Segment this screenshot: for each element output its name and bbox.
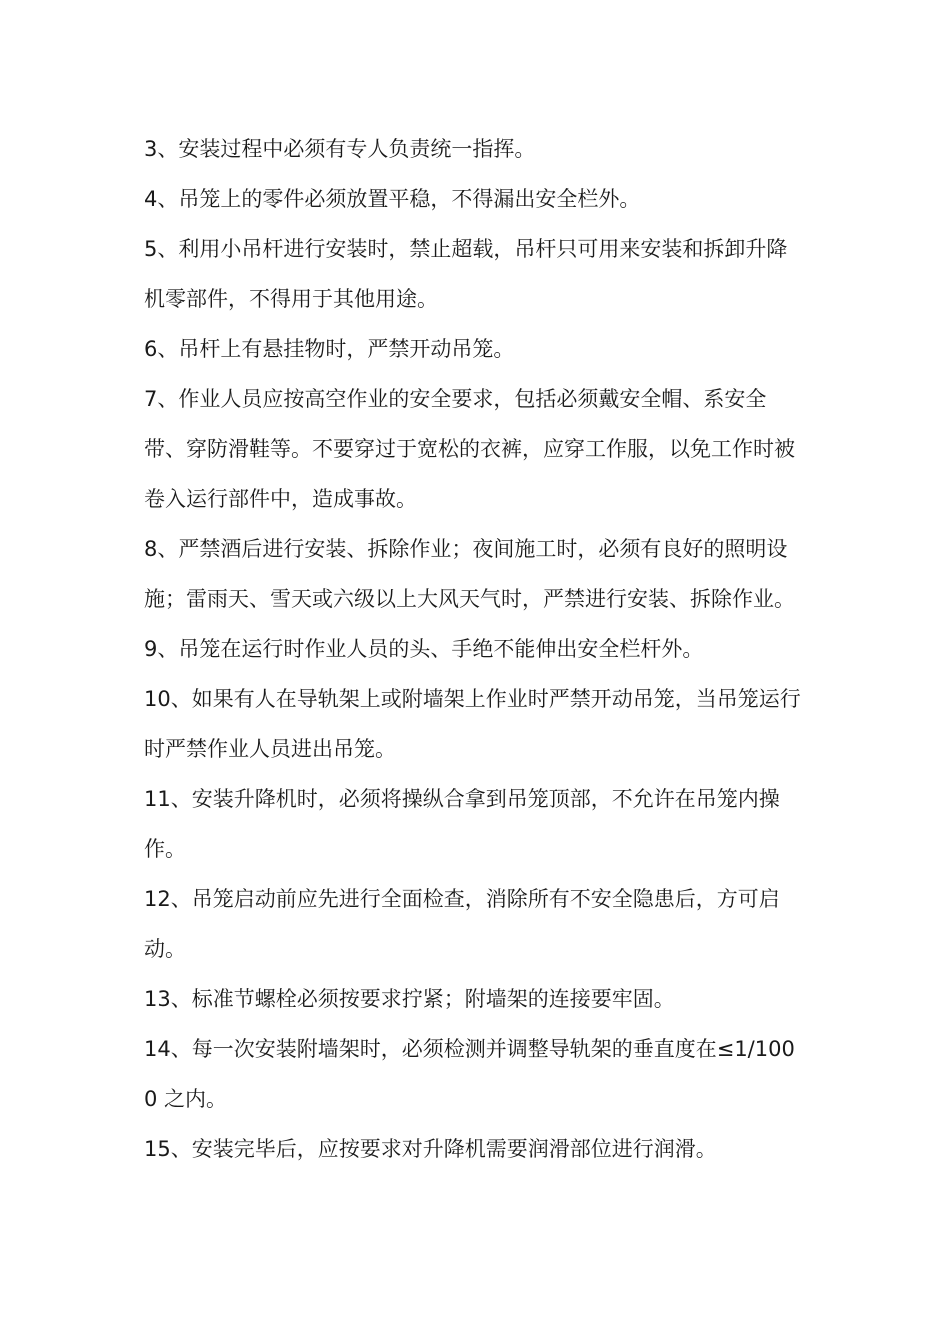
document-body: [144, 124, 808, 1174]
paragraph-item-10: 10、如果有人在导轨架上或附墙架上作业时严禁开动吊笼，当吊笼运行时严禁作业人员进出吊笼。: [144, 687, 801, 761]
paragraph-item-7: 7、作业人员应按高空作业的安全要求，包括必须戴安全帽、系安全带、穿防滑鞋等。不要穿过于宽松的衣裤，应穿工作服，以免工作时被卷入运行部件中，造成事故。: [144, 387, 795, 511]
paragraph-item-15: 15、安装完毕后，应按要求对升降机需要润滑部位进行润滑。: [144, 1137, 717, 1161]
paragraph-item-13: 13、标准节螺栓必须按要求拧紧；附墙架的连接要牢固。: [144, 987, 675, 1011]
paragraph-item-6: 6、吊杆上有悬挂物时，严禁开动吊笼。: [144, 337, 515, 361]
paragraph-item-3: 3、安装过程中必须有专人负责统一指挥。: [144, 137, 536, 161]
paragraph-item-4: 4、吊笼上的零件必须放置平稳，不得漏出安全栏外。: [144, 187, 641, 211]
paragraph-item-5: 5、利用小吊杆进行安装时，禁止超载，吊杆只可用来安装和拆卸升降机零部件，不得用于其他用途。: [144, 237, 788, 311]
paragraph-item-8: 8、严禁酒后进行安装、拆除作业；夜间施工时，必须有良好的照明设施；雷雨天、雪天或六级以上大风天气时，严禁进行安装、拆除作业。: [144, 537, 795, 611]
paragraph-item-11: 11、安装升降机时，必须将操纵合拿到吊笼顶部，不允许在吊笼内操作。: [144, 787, 780, 861]
paragraph-item-14: 14、每一次安装附墙架时，必须检测并调整导轨架的垂直度在≤1/1000 之内。: [144, 1037, 795, 1111]
paragraph-item-9: 9、吊笼在运行时作业人员的头、手绝不能伸出安全栏杆外。: [144, 637, 704, 661]
paragraph-item-12: 12、吊笼启动前应先进行全面检查，消除所有不安全隐患后，方可启动。: [144, 887, 780, 961]
